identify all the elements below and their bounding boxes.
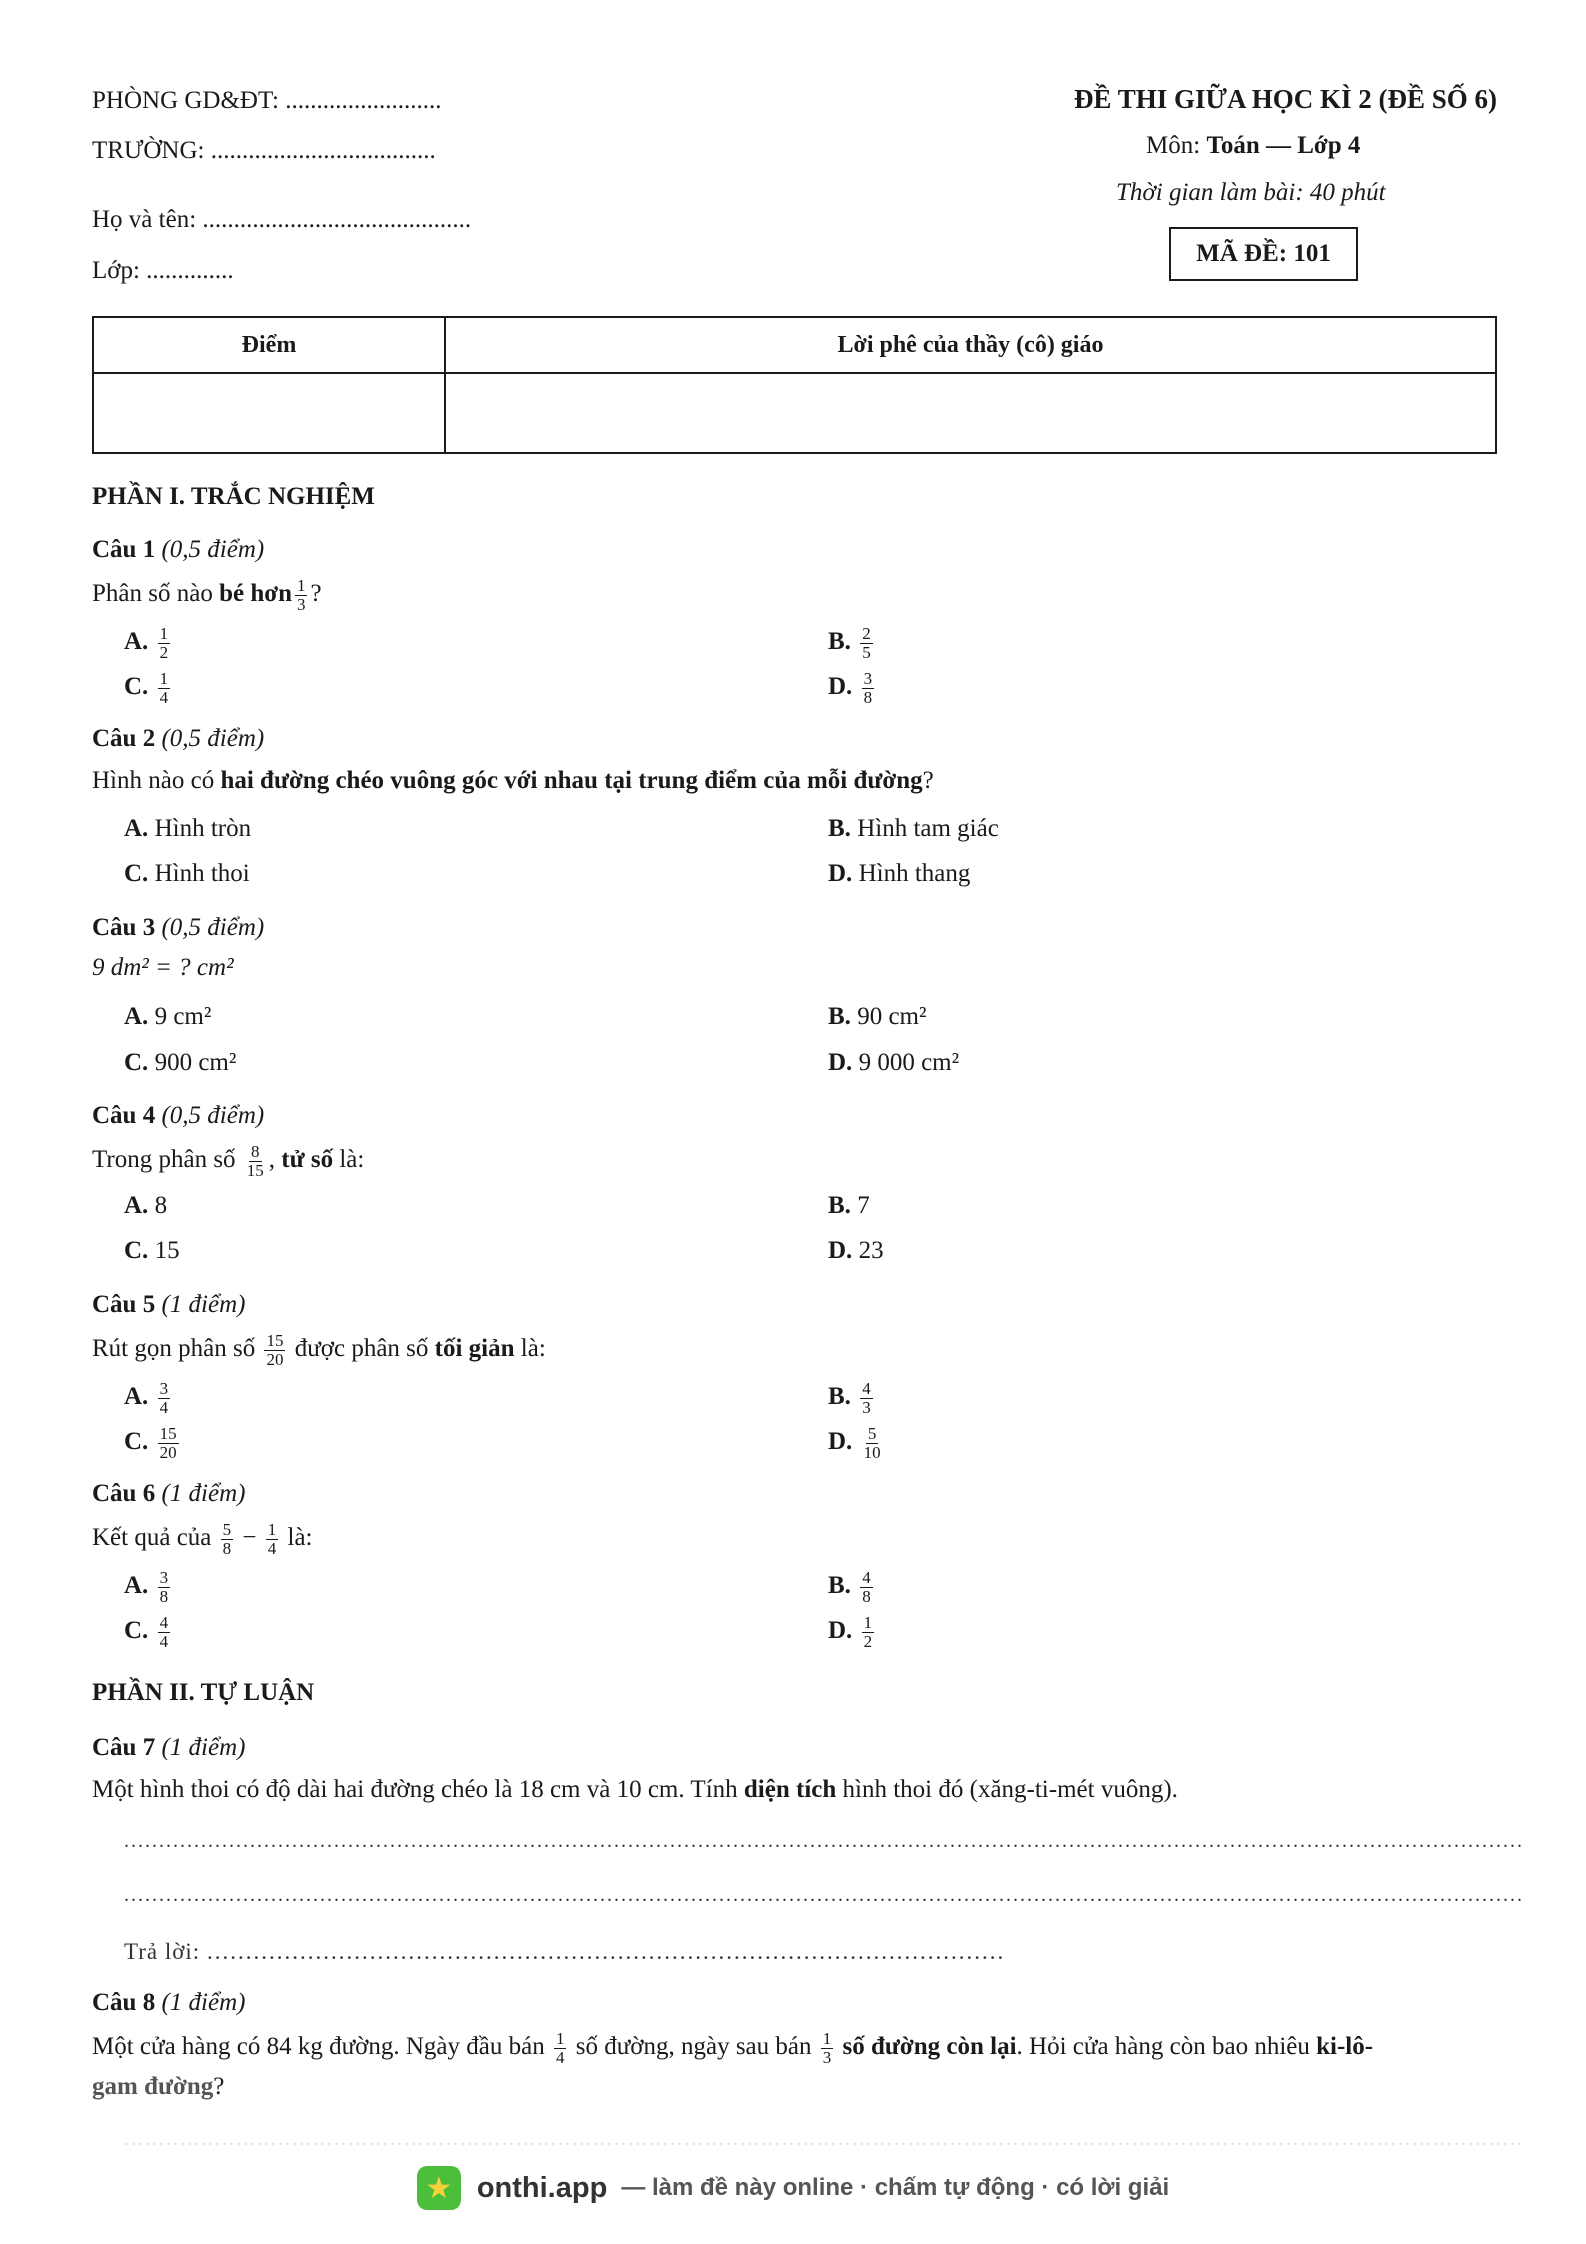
answer-line[interactable]: ........................................................................................................................................................................................................ — [124, 1884, 1524, 1906]
q7-heading: Câu 7 (1 điểm) — [92, 1734, 246, 1761]
brand-name[interactable]: onthi.app — [476, 2171, 608, 2204]
q1-option-a[interactable]: A. $\frac{1}{2}$ — [124, 624, 169, 662]
q8-prompt-line1: Một cửa hàng có 84 kg đường. Ngày đầu bán $\frac{1}{4}$ số đường, ngày sau bán $\frac{1}{3}$ số đường còn lại. Hỏi cửa hàng còn bao nhiêu ki-lô- — [92, 2029, 1374, 2067]
q3-option-d[interactable]: D. 9 000 cm² — [828, 1049, 960, 1076]
q5-option-a[interactable]: A. $\frac{3}{4}$ — [124, 1379, 169, 1417]
q3-prompt: 9 dm² = ? cm² — [92, 954, 234, 981]
q6-heading: Câu 6 (1 điểm) — [92, 1480, 246, 1507]
q3-heading: Câu 3 (0,5 điểm) — [92, 914, 265, 941]
q7-answer-label: Trả lời: ....................................................................................................... — [124, 1939, 1006, 1964]
q6-option-c[interactable]: C. $\frac{4}{4}$ — [124, 1613, 169, 1651]
q2-prompt: Hình nào có hai đường chéo vuông góc với nhau tại trung điểm của mỗi đường? — [92, 767, 934, 794]
comment-cell[interactable] — [445, 373, 1496, 453]
q6-option-a[interactable]: A. $\frac{3}{8}$ — [124, 1568, 169, 1606]
q1-option-d[interactable]: D. $\frac{3}{8}$ — [828, 669, 873, 707]
q4-option-b[interactable]: B. 7 — [828, 1192, 870, 1219]
q8-heading: Câu 8 (1 điểm) — [92, 1989, 246, 2016]
q5-option-c[interactable]: C. $\frac{15}{20}$ — [124, 1424, 177, 1462]
fraction: $\frac{8}{15}$ — [246, 1142, 264, 1180]
q3-option-c[interactable]: C. 900 cm² — [124, 1049, 237, 1076]
footer-banner[interactable] — [0, 2148, 1586, 2228]
fraction: $\frac{1}{4}$ — [267, 1520, 277, 1558]
grade-table — [92, 316, 1497, 454]
school-field: TRƯỜNG: .................................... — [92, 137, 436, 164]
q3-option-b[interactable]: B. 90 cm² — [828, 1003, 927, 1030]
part1-heading: PHẦN I. TRẮC NGHIỆM — [92, 483, 375, 510]
q5-prompt: Rút gọn phân số $\frac{15}{20}$ được phân số tối giản là: — [92, 1331, 546, 1369]
fraction: $\frac{5}{8}$ — [222, 1520, 232, 1558]
q5-option-b[interactable]: B. $\frac{4}{3}$ — [828, 1379, 871, 1417]
fraction: $\frac{1}{3}$ — [822, 2029, 832, 2067]
q4-prompt: Trong phân số $\frac{8}{15}$ , tử số là: — [92, 1142, 365, 1180]
q4-heading: Câu 4 (0,5 điểm) — [92, 1102, 265, 1129]
comment-header: Lời phê của thầy (cô) giáo — [445, 317, 1496, 373]
exam-code-box: MÃ ĐỀ: 101 — [1169, 227, 1358, 281]
q1-option-c[interactable]: C. $\frac{1}{4}$ — [124, 669, 169, 707]
q1-heading: Câu 1 (0,5 điểm) — [92, 536, 265, 563]
star-icon: ★ — [417, 2166, 461, 2210]
school-dept-field: PHÒNG GD&ĐT: ......................... — [92, 87, 442, 114]
q8-prompt-line2: gam đường? — [92, 2073, 225, 2100]
answer-line[interactable]: ........................................................................................................................................................................................................ — [124, 2128, 1524, 2150]
q2-option-b[interactable]: B. Hình tam giác — [828, 815, 999, 842]
q4-option-d[interactable]: D. 23 — [828, 1237, 884, 1264]
q6-option-d[interactable]: D. $\frac{1}{2}$ — [828, 1613, 873, 1651]
q4-option-a[interactable]: A. 8 — [124, 1192, 168, 1219]
q5-heading: Câu 5 (1 điểm) — [92, 1291, 246, 1318]
q1-prompt: Phân số nào bé hơn $\frac{1}{3}$ ? — [92, 576, 322, 614]
part2-heading: PHẦN II. TỰ LUẬN — [92, 1679, 315, 1706]
q4-option-c[interactable]: C. 15 — [124, 1237, 180, 1264]
exam-time: Thời gian làm bài: 40 phút — [1116, 179, 1386, 206]
footer-tagline: — làm đề này online · chấm tự động · có lời giải — [621, 2174, 1170, 2201]
q6-option-b[interactable]: B. $\frac{4}{8}$ — [828, 1568, 871, 1606]
q2-option-d[interactable]: D. Hình thang — [828, 860, 971, 887]
grade-cell[interactable] — [93, 373, 445, 453]
q1-option-b[interactable]: B. $\frac{2}{5}$ — [828, 624, 871, 662]
fraction: $\frac{15}{20}$ — [266, 1331, 284, 1369]
student-name-field: Họ và tên: ........................................... — [92, 206, 472, 233]
grade-header: Điểm — [93, 317, 445, 373]
class-field: Lớp: .............. — [92, 257, 234, 284]
q2-heading: Câu 2 (0,5 điểm) — [92, 725, 265, 752]
fraction: $\frac{1}{4}$ — [555, 2029, 565, 2067]
exam-title: ĐỀ THI GIỮA HỌC KÌ 2 (ĐỀ SỐ 6) — [1073, 84, 1497, 114]
q6-prompt: Kết quả của $\frac{5}{8}$ − $\frac{1}{4}$ là: — [92, 1520, 313, 1558]
q5-option-d[interactable]: D. $\frac{5}{10}$ — [828, 1424, 881, 1462]
subject-line: Môn: Toán — Lớp 4 — [1146, 132, 1361, 159]
q2-option-c[interactable]: C. Hình thoi — [124, 860, 250, 887]
q2-option-a[interactable]: A. Hình tròn — [124, 815, 252, 842]
q3-option-a[interactable]: A. 9 cm² — [124, 1003, 212, 1030]
q7-prompt: Một hình thoi có độ dài hai đường chéo là 18 cm và 10 cm. Tính diện tích hình thoi đó (xăng-ti-mét vuông). — [92, 1776, 1178, 1803]
fraction: $\frac{1}{3}$ — [296, 576, 306, 614]
answer-line[interactable]: ........................................................................................................................................................................................................ — [124, 1830, 1524, 1852]
